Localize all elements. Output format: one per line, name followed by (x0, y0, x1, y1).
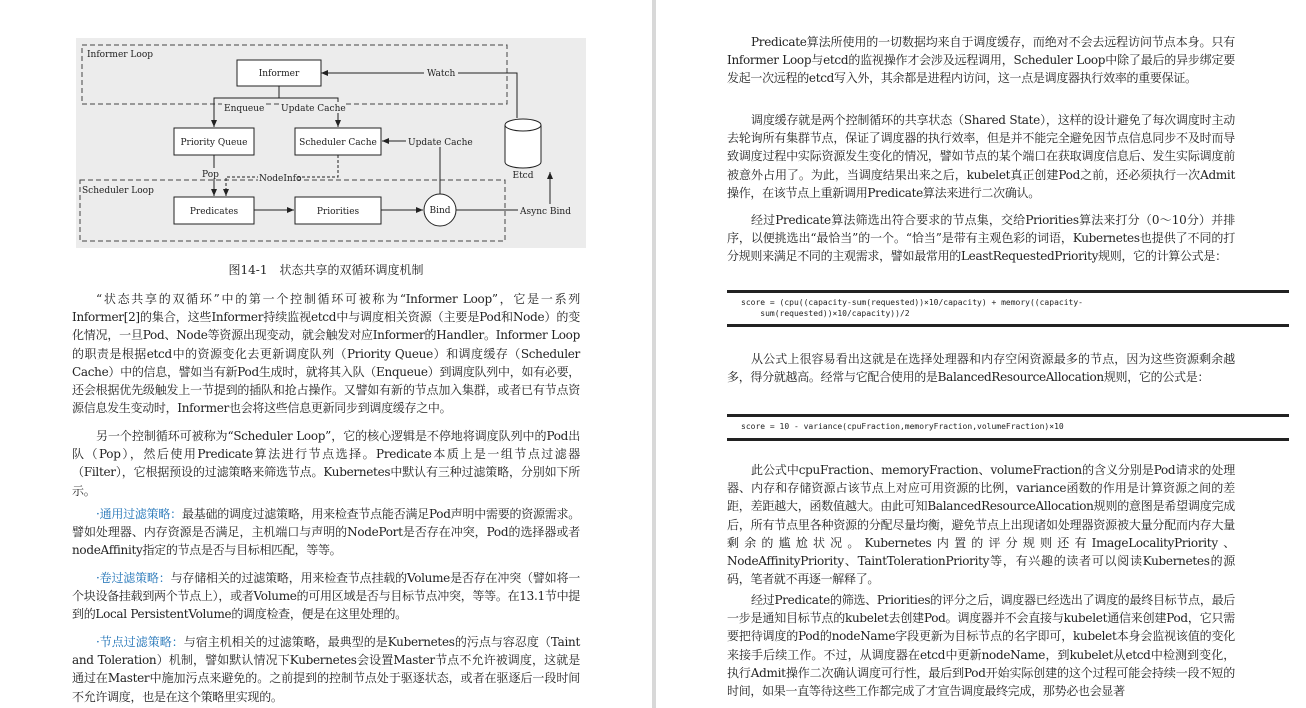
left-paragraph-1: “状态共享的双循环”中的第一个控制循环可被称为“Informer Loop”，它是一系列Informer[2]的集合，这些Informer持续监视etcd中与调度相关资源（主要是Pod和Node）的变化情况，一旦Pod、Node等资源出现变动，就会触发对应Informer的Handler。Informer Loop的职责是根据etcd中的资源变化去更新调度队列（Priority Queue）和调度缓存（Scheduler Cache）中的信息，譬如当有新Pod生成时，就将其入队（Enqueue）到调度队列中，如有必要，还会根据优先级触发上一节提到的插队和抢占操作。又譬如有新的节点加入集群，或者已有节点资源信息发生变动时，Informer也会将这些信息更新同步到调度缓存之中。 (72, 292, 580, 416)
informer-loop-label: Informer Loop (87, 50, 154, 60)
left-paragraph-2: 另一个控制循环可被称为“Scheduler Loop”，它的核心逻辑是不停地将调度队列中的Pod出队（Pop），然后使用Predicate算法进行节点选择。Predicate本质上是一组节点过滤器（Filter），它根据预设的过滤策略来筛选节点。Kubernetes中默认有三种过滤策略，分别如下所示。 (72, 429, 580, 498)
predicates-label: Predicates (189, 207, 239, 217)
async-bind-label: Async Bind (520, 207, 571, 217)
right-paragraph-1: Predicate算法所使用的一切数据均来自于调度缓存，而绝对不会去远程访问节点本身。只有Informer Loop与etcd的监视操作才会涉及远程调用，Scheduler Loop中除了最后的异步绑定要发起一次远程的etcd写入外，其余都是进程内访问，这一点是调度器执行效率的重要保证。 (727, 35, 1235, 86)
bind-label: Bind (429, 206, 451, 216)
watch-label: Watch (427, 69, 456, 79)
bullet-general-text: 最基础的调度过滤策略，用来检查节点能否满足Pod声明中需要的资源需求。譬如处理器、内存资源是否满足，主机端口与声明的NodePort是否存在冲突，Pod的选择器或者nodeAffinity指定的节点是否与目标相匹配，等等。 (72, 507, 580, 558)
right-paragraph-6: 经过Predicate的筛选、Priorities的评分之后，调度器已经选出了调度的最终目标节点，最后一步是通知目标节点的kubelet去创建Pod。调度器并不会直接与kubelet通信来创建Pod，它只需要把待调度的Pod的nodeName字段更新为目标节点的名字即可，kubelet本身会监视该值的变化来接手后续工作。不过，从调度器在etcd中更新nodeName，到kubelet从etcd中检测到变化，执行Admit操作二次确认调度可行性，最后到Pod开始实际创建的这个过程可能会持续一段不短的时间，如果一直等待这些工作都完成了才宣告调度最终完成，那势必也会显著 (727, 593, 1235, 699)
bullet-volume-text: 与存储相关的过滤策略，用来检查节点挂载的Volume是否存在冲突（譬如将一个块设备挂载到两个节点上），或者Volume的可用区域是否与目标节点冲突，等等。在13.1节中提到的Local PersistentVolume的调度检查，便是在这里处理的。 (72, 571, 580, 622)
bullet-node-text: 与宿主机相关的过滤策略，最典型的是Kubernetes的污点与容忍度（Taint and Toleration）机制，譬如默认情况下Kubernetes会设置Master节点不允许被调度，这就是通过在Master中施加污点来避免的。之前提到的控制节点处于驱逐状态，或者在驱逐后一段时间不允许调度，也是在这个策略里实现的。 (72, 635, 580, 704)
right-paragraph-5: 此公式中cpuFraction、memoryFraction、volumeFraction的含义分别是Pod请求的处理器、内存和存储资源占该节点上对应可用资源的比例，variance函数的作用是计算资源之间的差距，差距越大，函数值越大。由此可知BalancedResourceAllocation规则的意图是希望调度完成后，所有节点里各种资源的分配尽量均衡，避免节点上出现诸如处理器资源被大量分配而内存大量剩余的尴尬状况。Kubernetes内置的评分规则还有ImageLocalityPriority、NodeAffinityPriority、TaintTolerationPriority等，有兴趣的读者可以阅读Kubernetes的源码，笔者就不再逐一解释了。 (727, 463, 1235, 587)
bullet-general-label: ·通用过滤策略： (96, 507, 182, 521)
etcd-icon (505, 119, 541, 168)
priorities-label: Priorities (316, 207, 360, 217)
left-bullet-volume (72, 569, 580, 624)
nodeinfo-label: NodeInfo (259, 174, 302, 184)
bullet-node-label: ·节点过滤策略： (96, 635, 184, 649)
bullet-volume-label: ·卷过滤策略： (96, 571, 171, 585)
scheduler-loop-label: Scheduler Loop (82, 186, 154, 196)
informer-node-label: Informer (258, 69, 300, 79)
left-bullet-node (72, 633, 580, 706)
scheduler-cache-label: Scheduler Cache (299, 138, 377, 148)
figure-caption: 图14-1 状态共享的双循环调度机制 (228, 263, 424, 277)
code-block-least-requested: score = (cpu((capacity-sum(requested))×10/capacity) + memory((capacity- sum(requested))×10/capacity))/2 (727, 290, 1289, 327)
left-bullet-general (72, 505, 580, 560)
enqueue-label: Enqueue (224, 104, 265, 114)
right-paragraph-4: 从公式上很容易看出这就是在选择处理器和内存空闲资源最多的节点，因为这些资源剩余越多，得分就越高。经常与它配合使用的是BalancedResourceAllocation规则，它的公式是： (727, 352, 1235, 385)
right-paragraph-2: 调度缓存就是两个控制循环的共享状态（Shared State），这样的设计避免了每次调度时主动去轮询所有集群节点，保证了调度器的执行效率，但是并不能完全避免因节点信息同步不及时而导致调度过程中实际资源发生变化的情况，譬如节点的某个端口在获取调度信息后、发生实际调度前被意外占用了。为此，当调度结果出来之后，kubelet真正创建Pod之前，还必须执行一次Admit操作，在该节点上重新调用Predicate算法来进行二次确认。 (727, 113, 1235, 200)
right-paragraph-3: 经过Predicate算法筛选出符合要求的节点集，交给Priorities算法来打分（0～10分）并排序，以便挑选出“最恰当”的一个。“恰当”是带有主观色彩的词语，Kubernetes也提供了不同的打分规则来满足不同的主观需求，譬如最常用的LeastRequestedPriority规则，它的计算公式是： (727, 213, 1235, 264)
update-cache-label-2: Update Cache (408, 138, 473, 148)
pop-label: Pop (202, 170, 219, 180)
priority-queue-label: Priority Queue (180, 138, 248, 148)
etcd-label: Etcd (512, 171, 534, 181)
scheduler-diagram (76, 38, 586, 248)
update-cache-label-1: Update Cache (281, 104, 346, 114)
code-block-balanced-resource: score = 10 - variance(cpuFraction,memoryFraction,volumeFraction)×10 (727, 414, 1289, 441)
